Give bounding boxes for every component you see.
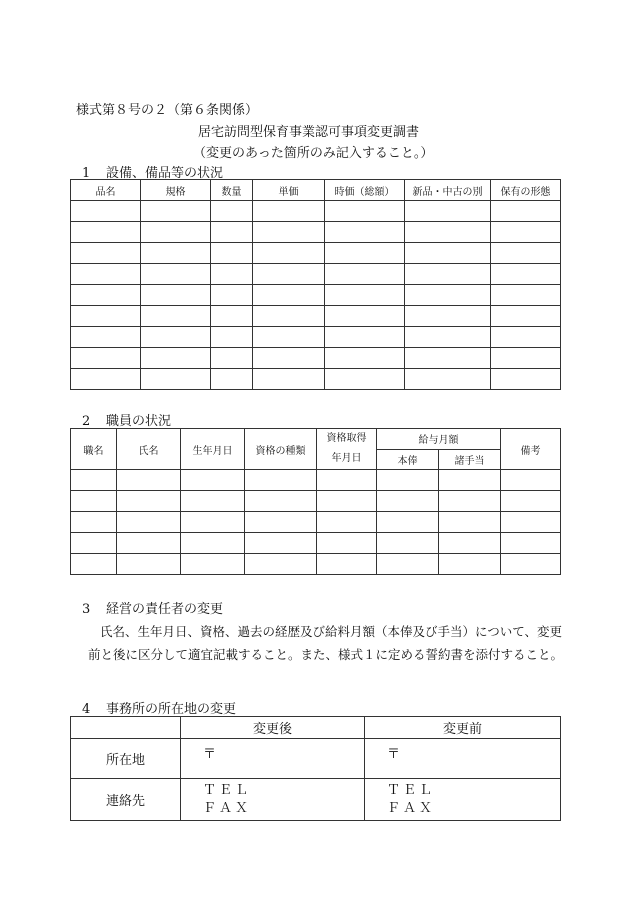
document-title: 居宅訪問型保育事業認可事項変更調書 bbox=[198, 125, 420, 140]
equipment-row[interactable] bbox=[71, 327, 561, 348]
equipment-row[interactable] bbox=[71, 243, 561, 264]
equipment-row[interactable] bbox=[71, 306, 561, 327]
equipment-row[interactable] bbox=[71, 264, 561, 285]
equipment-row[interactable] bbox=[71, 348, 561, 369]
equipment-row[interactable] bbox=[71, 222, 561, 243]
section4-number: 4 bbox=[82, 702, 91, 717]
qualification-date-line1: 資格取得 bbox=[326, 433, 367, 444]
document-note: （変更のあった箇所のみ記入すること。） bbox=[193, 146, 434, 161]
section3-title: 経営の責任者の変更 bbox=[106, 602, 224, 617]
equipment-row[interactable] bbox=[71, 369, 561, 390]
section4-heading bbox=[82, 698, 236, 717]
col-after-change: 変更後 bbox=[181, 717, 365, 739]
col-spec: 規格 bbox=[141, 180, 211, 201]
tel-label-after: ＴＥＬ bbox=[203, 782, 252, 798]
staff-row[interactable] bbox=[71, 491, 561, 512]
section3-heading bbox=[82, 598, 223, 617]
equipment-table bbox=[70, 179, 561, 390]
section3-number: 3 bbox=[82, 602, 91, 617]
col-ownership: 保有の形態 bbox=[491, 180, 561, 201]
qualification-date-line2: 年月日 bbox=[331, 453, 362, 464]
equipment-header-row bbox=[71, 180, 561, 201]
col-item-name: 品名 bbox=[71, 180, 141, 201]
tel-label-before: ＴＥＬ bbox=[387, 782, 436, 798]
section3-instructions: 氏名、生年月日、資格、過去の経歴及び給料月額（本俸及び手当）について、変更前と後に区分して適宜記載すること。また、様式１に定める誓約書を添付すること。 bbox=[88, 624, 564, 662]
address-label: 所在地 bbox=[71, 739, 181, 779]
col-allowances: 諸手当 bbox=[439, 449, 501, 470]
postal-mark-after: 〒 bbox=[203, 747, 217, 762]
address-after-field[interactable] bbox=[181, 739, 365, 779]
staff-header-row bbox=[71, 429, 561, 450]
address-before-field[interactable] bbox=[365, 739, 561, 779]
staff-table bbox=[70, 428, 561, 575]
address-row bbox=[71, 739, 561, 779]
col-monthly-salary: 給与月額 bbox=[377, 429, 501, 450]
section4-title: 事務所の所在地の変更 bbox=[106, 702, 237, 717]
col-before-change: 変更前 bbox=[365, 717, 561, 739]
section2-number: 2 bbox=[82, 414, 91, 429]
equipment-row[interactable] bbox=[71, 201, 561, 222]
fax-label-before: ＦＡＸ bbox=[387, 800, 436, 816]
office-address-table bbox=[70, 716, 561, 821]
postal-mark-before: 〒 bbox=[387, 747, 401, 762]
staff-row[interactable] bbox=[71, 512, 561, 533]
address-header-blank bbox=[71, 717, 181, 739]
address-header-row bbox=[71, 717, 561, 739]
fax-label-after: ＦＡＸ bbox=[203, 800, 252, 816]
contact-before-field[interactable] bbox=[365, 779, 561, 821]
col-qualification-date bbox=[317, 429, 377, 470]
col-staff-name: 氏名 bbox=[117, 429, 181, 470]
form-number: 様式第８号の２（第６条関係） bbox=[76, 103, 259, 118]
equipment-row[interactable] bbox=[71, 285, 561, 306]
contact-row bbox=[71, 779, 561, 821]
col-remarks: 備考 bbox=[501, 429, 561, 470]
staff-row[interactable] bbox=[71, 554, 561, 575]
col-base-pay: 本俸 bbox=[377, 449, 439, 470]
col-quantity: 数量 bbox=[211, 180, 253, 201]
col-job-title: 職名 bbox=[71, 429, 117, 470]
col-new-used: 新品・中古の別 bbox=[405, 180, 491, 201]
section2-title: 職員の状況 bbox=[106, 414, 172, 429]
col-unit-price: 単価 bbox=[253, 180, 325, 201]
contact-after-field[interactable] bbox=[181, 779, 365, 821]
col-birth-date: 生年月日 bbox=[181, 429, 245, 470]
section2-heading bbox=[82, 410, 171, 429]
col-market-value: 時価（総額） bbox=[325, 180, 405, 201]
staff-row[interactable] bbox=[71, 470, 561, 491]
col-qualification-type: 資格の種類 bbox=[245, 429, 317, 470]
section1-title: 設備、備品等の状況 bbox=[106, 166, 224, 181]
contact-label: 連絡先 bbox=[71, 779, 181, 821]
section1-number: 1 bbox=[82, 166, 91, 181]
staff-row[interactable] bbox=[71, 533, 561, 554]
